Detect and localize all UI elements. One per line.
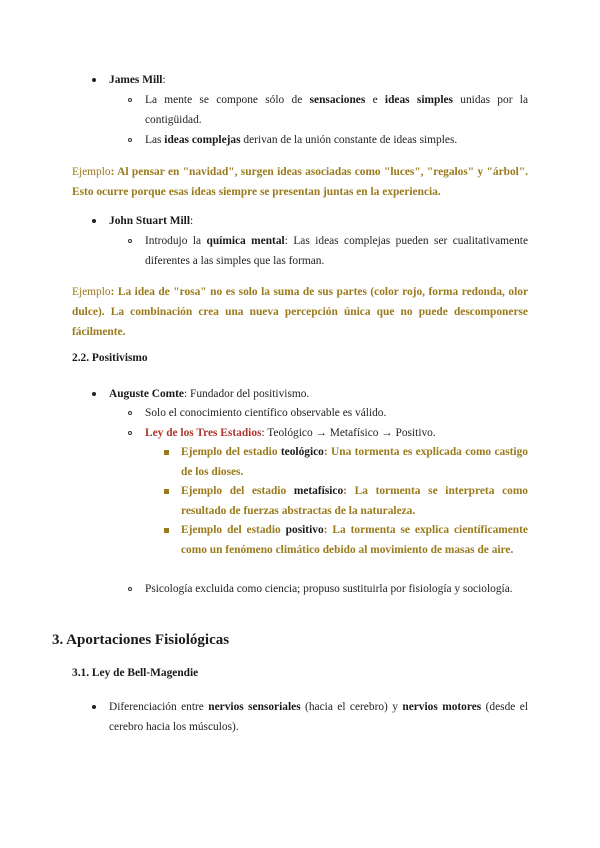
example-text: : La idea de "rosa" no es solo la suma de sus partes (color rojo, forma redonda, olor dulce). La combinación crea una nueva percepción única que no puede descomponerse fácilmente.: [72, 286, 528, 338]
comte-name: Auguste Comte: [109, 388, 184, 400]
text: : Las ideas complejas pueden ser cualitativamente diferentes a las simples que las forman.: [145, 235, 528, 267]
key-metafisico: metafísico: [293, 485, 344, 497]
square-bullet-icon: [164, 450, 169, 455]
text: Las: [145, 134, 165, 146]
comte-point-3: [145, 579, 528, 599]
james-mill-point-2: [145, 130, 528, 150]
key-teologico: teológico: [280, 446, 324, 458]
circle-bullet-icon: [128, 411, 132, 415]
bell-magendie-point: [109, 697, 528, 737]
text: Ejemplo del estadio: [181, 485, 294, 497]
text: Psicología excluida como ciencia; propuso sustituirla por fisiología y sociología.: [145, 583, 513, 595]
james-mill-point-1: [145, 90, 528, 130]
term-ideas-simples: ideas simples: [384, 94, 453, 106]
bullet-icon: [92, 78, 96, 82]
square-bullet-icon: [164, 489, 169, 494]
term-quimica-mental: química mental: [206, 235, 285, 247]
subsection-heading-bell-magendie: 3.1. Ley de Bell-Magendie: [72, 667, 199, 679]
term-sensaciones: sensaciones: [309, 94, 366, 106]
text: : Una tormenta es explicada como castigo de los dioses.: [181, 446, 528, 478]
term-nervios-motores: nervios motores: [402, 701, 482, 713]
text: : Fundador del positivismo.: [183, 388, 310, 400]
circle-bullet-icon: [128, 138, 132, 142]
text: : Teológico → Metafísico → Positivo.: [261, 427, 436, 439]
key-positivo: positivo: [285, 524, 324, 536]
section-heading-positivismo: 2.2. Positivismo: [72, 352, 148, 364]
text: e: [365, 94, 385, 106]
james-mill-name: James Mill: [109, 74, 163, 86]
square-bullet-icon: [164, 528, 169, 533]
stuart-mill-name: John Stuart Mill: [109, 215, 191, 227]
text: Ejemplo del estadio: [181, 446, 281, 458]
text: (desde el cerebro hacia los músculos).: [109, 701, 528, 733]
comte-item: [109, 384, 529, 404]
circle-bullet-icon: [128, 239, 132, 243]
text: Diferenciación entre: [109, 701, 209, 713]
term-ideas-complejas: ideas complejas: [164, 134, 241, 146]
circle-bullet-icon: [128, 431, 132, 435]
bullet-icon: [92, 392, 96, 396]
text: Ejemplo del estadio: [181, 524, 286, 536]
comte-point-1: [145, 403, 528, 423]
text: : La tormenta se interpreta como resultado de fuerzas abstractas de la naturaleza.: [181, 485, 528, 517]
stuart-mill-point-1: [145, 231, 528, 271]
text: Introdujo la: [145, 235, 207, 247]
text: unidas por la contigüidad.: [145, 94, 528, 126]
text: Solo el conocimiento científico observable es válido.: [145, 407, 387, 419]
text: derivan de la unión constante de ideas simples.: [240, 134, 458, 146]
text: (hacia el cerebro) y: [300, 701, 403, 713]
example-teologico: [181, 442, 528, 482]
ley-label: Ley de los Tres Estadios: [145, 427, 262, 439]
example-label: Ejemplo: [72, 286, 111, 298]
term-nervios-sensoriales: nervios sensoriales: [208, 701, 301, 713]
circle-bullet-icon: [128, 587, 132, 591]
comte-point-ley: [145, 423, 528, 443]
example-metafisico: [181, 481, 528, 521]
stuart-mill-item: John Stuart Mill:: [109, 215, 194, 227]
james-mill-item: James Mill:: [109, 74, 166, 86]
text: La mente se compone sólo de: [145, 94, 310, 106]
circle-bullet-icon: [128, 98, 132, 102]
example-positivo: [181, 520, 528, 560]
james-mill-example: [72, 162, 528, 202]
bullet-icon: [92, 219, 96, 223]
bullet-icon: [92, 705, 96, 709]
text: : La tormenta se explica científicamente como un fenómeno climático debido al movimiento de masas de aire.: [181, 524, 528, 556]
section-heading-aportaciones: 3. Aportaciones Fisiológicas: [52, 632, 230, 648]
example-text: : Al pensar en "navidad", surgen ideas asociadas como "luces", "regalos" y "árbol". Esto ocurre porque esas ideas siempre se presentan juntas en la experiencia.: [72, 166, 528, 198]
stuart-mill-example: [72, 282, 528, 342]
example-label: Ejemplo: [72, 166, 111, 178]
